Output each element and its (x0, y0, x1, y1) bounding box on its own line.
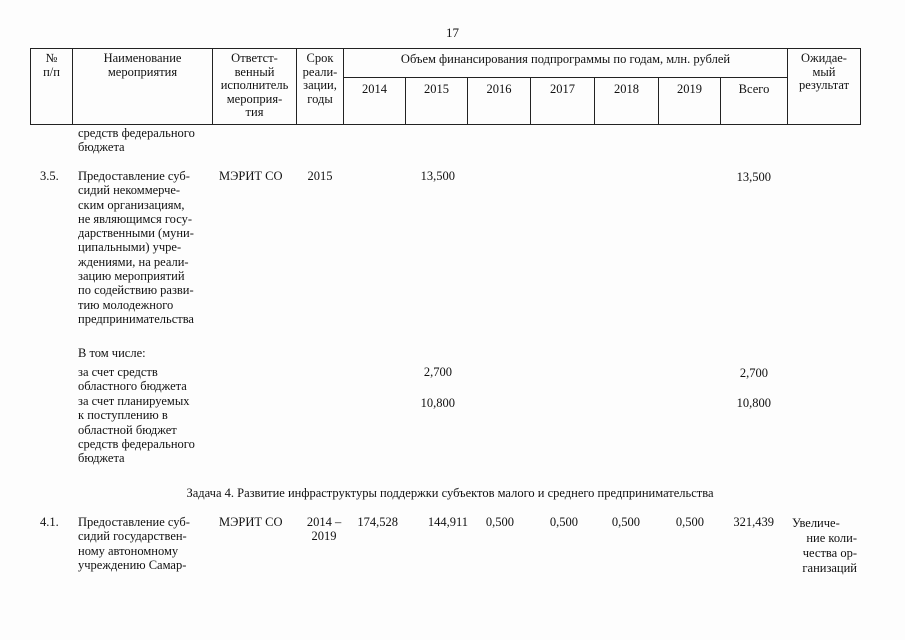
row-term: 2014 – 2019 (306, 515, 342, 543)
carry-over-text: средств федерального бюджета (78, 126, 195, 155)
value-2015: 13,500 (420, 169, 455, 183)
value-2016: 0,500 (485, 515, 514, 529)
federal-total: 10,800 (736, 396, 771, 410)
row-name: Предоставление суб- сидий некоммерче- ским организациям, не являющимся госу- дарственными (муни- ципальными) учре- ждениями, на реали- зацию мероприятий по содействию разви- тию молодежного предпринимательства (78, 169, 194, 326)
value-2014: 174,528 (357, 515, 398, 529)
page-number: 17 (446, 25, 459, 40)
regional-source: за счет средств областного бюджета (78, 365, 187, 394)
row-number: 4.1. (40, 515, 59, 529)
row-executor: МЭРИТ СО (219, 515, 283, 529)
row-executor: МЭРИТ СО (219, 169, 283, 183)
task-title: Задача 4. Развитие инфраструктуры поддержки субъектов малого и среднего предпринимательства (186, 486, 714, 500)
row-result: Увеличе- ние коли- чества ор- ганизаций (792, 516, 857, 575)
including-label: В том числе: (78, 346, 146, 360)
year-2015: 2015 (424, 82, 449, 96)
row-number: 3.5. (40, 169, 59, 183)
year-2018: 2018 (614, 82, 639, 96)
year-2016: 2016 (486, 82, 512, 96)
year-2019: 2019 (677, 82, 702, 96)
header-funding: Объем финансирования подпрограммы по годам, млн. рублей (400, 52, 731, 66)
regional-total: 2,700 (739, 366, 768, 380)
header-executor: Ответст- венный исполнитель мероприя- тия (220, 51, 289, 119)
value-total: 13,500 (736, 170, 771, 184)
col-divider (860, 48, 861, 125)
header-name: Наименование мероприятия (103, 51, 182, 79)
header-number: № п/п (43, 51, 60, 79)
year-total: Всего (738, 82, 770, 96)
year-2017: 2017 (550, 82, 575, 96)
header-term: Срок реали- зации, годы (302, 51, 338, 106)
header-bottom-border (30, 124, 861, 125)
year-2014: 2014 (362, 82, 387, 96)
header-result: Ожидае- мый результат (798, 51, 850, 92)
row-name: Предоставление суб- сидий государствен- ному автономному учреждению Самар- (78, 515, 190, 572)
value-total: 321,439 (733, 515, 774, 529)
header-top-border (30, 48, 861, 49)
federal-2015: 10,800 (420, 396, 455, 410)
federal-source: за счет планируемых к поступлению в областной бюджет средств федерального бюджета (78, 394, 195, 466)
row-term: 2015 (307, 169, 333, 183)
regional-2015: 2,700 (423, 365, 452, 379)
value-2019: 0,500 (675, 515, 704, 529)
value-2017: 0,500 (549, 515, 578, 529)
value-2018: 0,500 (611, 515, 640, 529)
value-2015: 144,911 (427, 515, 468, 529)
